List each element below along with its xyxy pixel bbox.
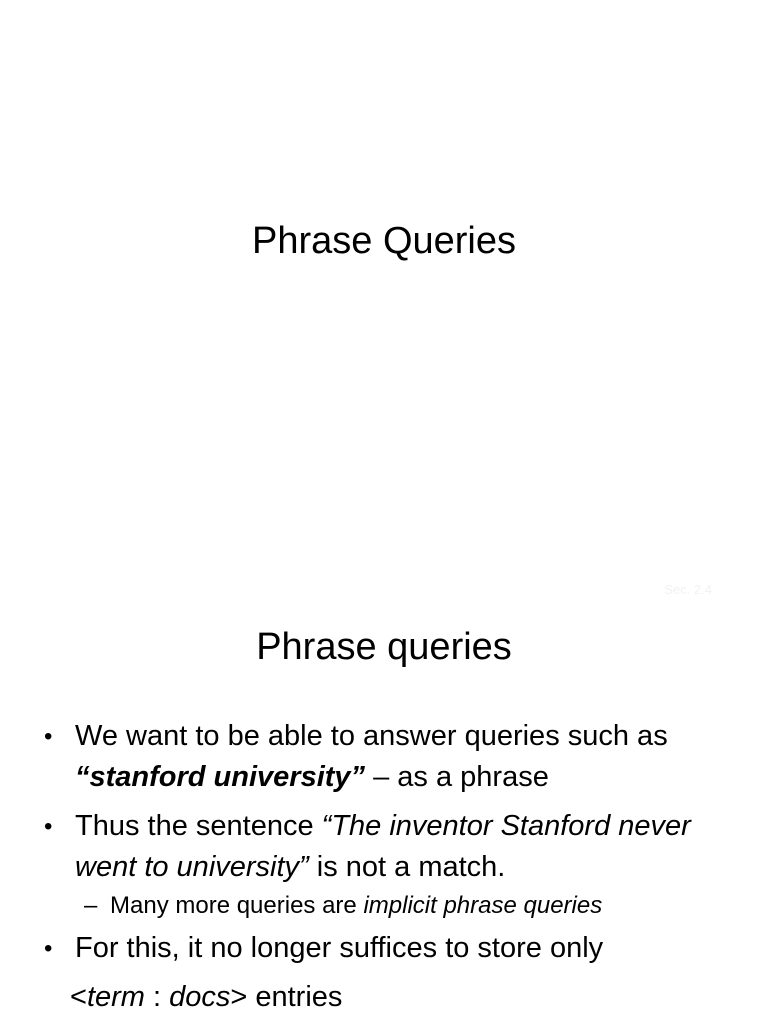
section-reference: Sec. 2.4: [664, 582, 712, 597]
sub-bullet-text: Many more queries are: [110, 892, 364, 919]
slide-phrase-queries-content: [0, 576, 768, 1024]
sub-bullet-marker: –: [84, 892, 98, 919]
term-word: term: [86, 981, 145, 1013]
docs-word: docs: [169, 981, 231, 1013]
bullet-item: [0, 716, 768, 798]
angle-close: >: [230, 981, 248, 1013]
bullet-item: [0, 806, 768, 888]
bullet-list: [0, 716, 768, 1018]
bullet-text: We want to be able to answer queries such as: [75, 720, 668, 752]
slide-title: Phrase Queries: [251, 220, 516, 262]
phrase-example: “stanford university”: [75, 761, 366, 793]
bullet-text: is not a match.: [308, 851, 506, 883]
sentence-example: “The inventor Stanford never went to university”: [75, 810, 691, 883]
bullet-text: – as a phrase: [365, 761, 549, 793]
sub-bullet-item: [0, 890, 768, 922]
continuation-text: entries: [247, 981, 343, 1013]
bullet-marker: •: [44, 935, 53, 962]
bullet-text: Thus the sentence: [75, 810, 322, 842]
emphasis-text: implicit phrase queries: [363, 892, 603, 919]
slide-title: Phrase queries: [256, 626, 512, 668]
bullet-marker: •: [44, 723, 53, 750]
bullet-text: For this, it no longer suffices to store only: [75, 932, 604, 964]
separator: :: [144, 981, 170, 1013]
angle-open: <: [70, 981, 87, 1013]
bullet-continuation: [0, 977, 768, 1018]
bullet-item: [0, 928, 768, 969]
bullet-marker: •: [44, 813, 53, 840]
